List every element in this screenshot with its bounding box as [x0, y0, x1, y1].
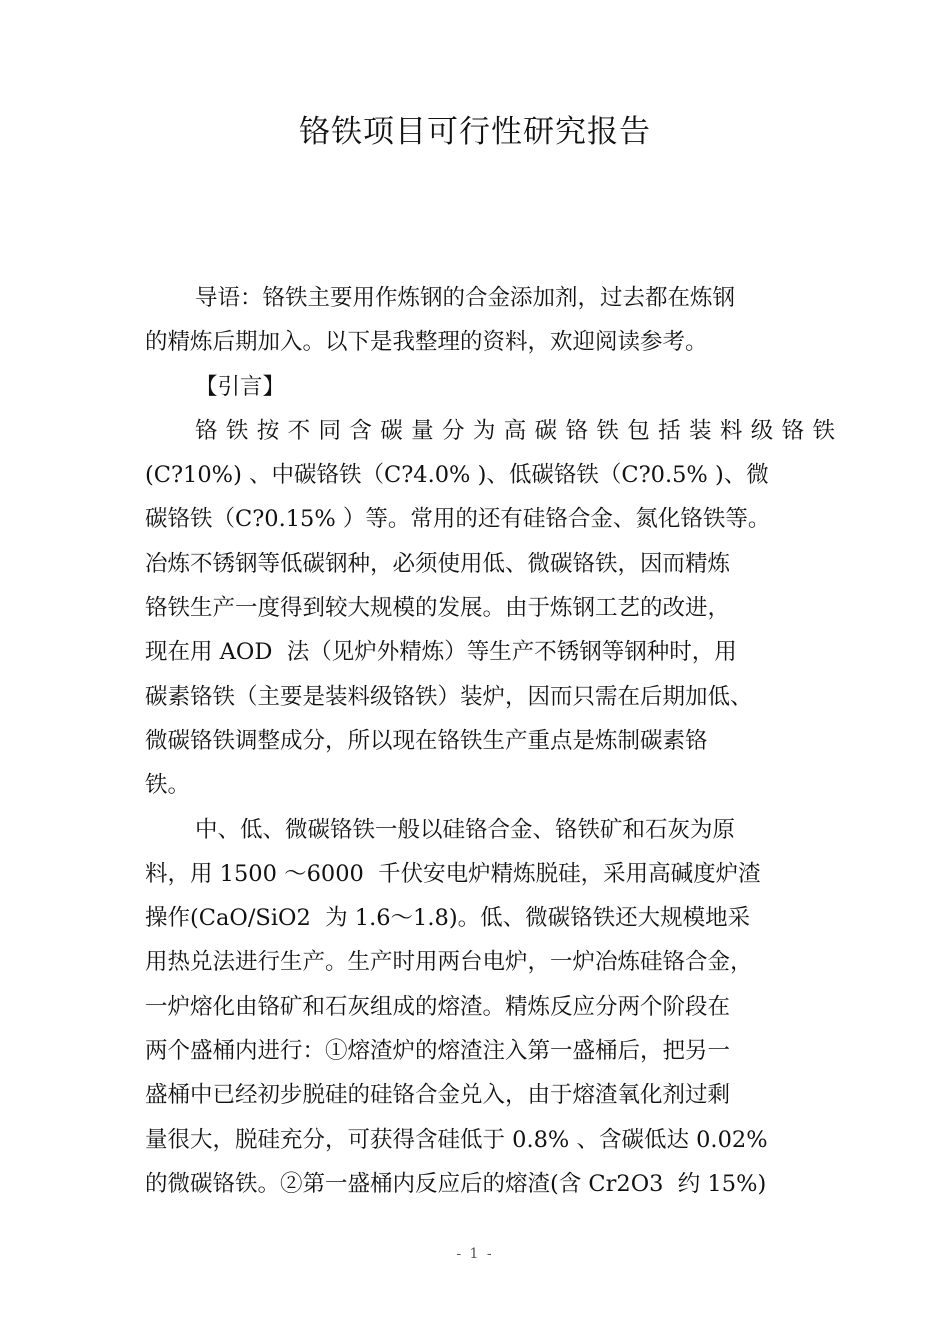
paragraph-line: 铁。: [145, 772, 191, 799]
paragraph-line: 铬铁按不同含碳量分为高碳铬铁包括装料级铬铁: [195, 417, 835, 444]
paragraph-line: (C?10%) 、中碳铬铁（C?4.0% )、低碳铬铁（C?0.5% )、微: [145, 462, 769, 489]
paragraph-line: 中、低、微碳铬铁一般以硅铬合金、铬铁矿和石灰为原: [195, 816, 736, 843]
paragraph-line: 两个盛桶内进行：①熔渣炉的熔渣注入第一盛桶后，把另一: [145, 1038, 731, 1065]
paragraph-line: 用热兑法进行生产。生产时用两台电炉，一炉冶炼硅铬合金，: [145, 949, 753, 976]
paragraph-line: 微碳铬铁调整成分，所以现在铬铁生产重点是炼制碳素铬: [145, 727, 708, 754]
paragraph-line: 碳铬铁（C?0.15% ）等。常用的还有硅铬合金、氮化铬铁等。: [145, 506, 771, 533]
paragraph-line: 操作(CaO/SiO2 为 1.6～1.8)。低、微碳铬铁还大规模地采: [145, 905, 751, 932]
paragraph-line: 量很大，脱硅充分，可获得含硅低于 0.8% 、含碳低达 0.02%: [145, 1126, 768, 1153]
document-body: [145, 276, 835, 1206]
paragraph-line: 碳素铬铁（主要是装料级铬铁）装炉，因而只需在后期加低、: [145, 683, 753, 710]
document-title: 铬铁项目可行性研究报告: [299, 114, 651, 150]
page-number: - 1 -: [456, 1246, 494, 1262]
paragraph-line: 现在用 AOD 法（见炉外精炼）等生产不锈钢等钢种时，用: [145, 639, 737, 666]
paragraph-line: 导语：铬铁主要用作炼钢的合金添加剂，过去都在炼钢: [195, 285, 736, 311]
paragraph-line: 冶炼不锈钢等低碳钢种，必须使用低、微碳铬铁，因而精炼: [145, 550, 731, 577]
paragraph-line: 的精炼后期加入。以下是我整理的资料，欢迎阅读参考。: [145, 329, 708, 356]
paragraph-line: 的微碳铬铁。②第一盛桶内反应后的熔渣(含 Cr2O3 约 15%): [145, 1170, 767, 1197]
paragraph-line: 料，用 1500 ～6000 千伏安电炉精炼脱硅，采用高碱度炉渣: [145, 860, 761, 887]
paragraph-line: 一炉熔化由铬矿和石灰组成的熔渣。精炼反应分两个阶段在: [145, 993, 731, 1020]
section-heading: 【引言】: [195, 373, 286, 400]
paragraph-line: 铬铁生产一度得到较大规模的发展。由于炼钢工艺的改进，: [145, 595, 731, 622]
paragraph-line: 盛桶中已经初步脱硅的硅铬合金兑入，由于熔渣氧化剂过剩: [145, 1082, 731, 1109]
